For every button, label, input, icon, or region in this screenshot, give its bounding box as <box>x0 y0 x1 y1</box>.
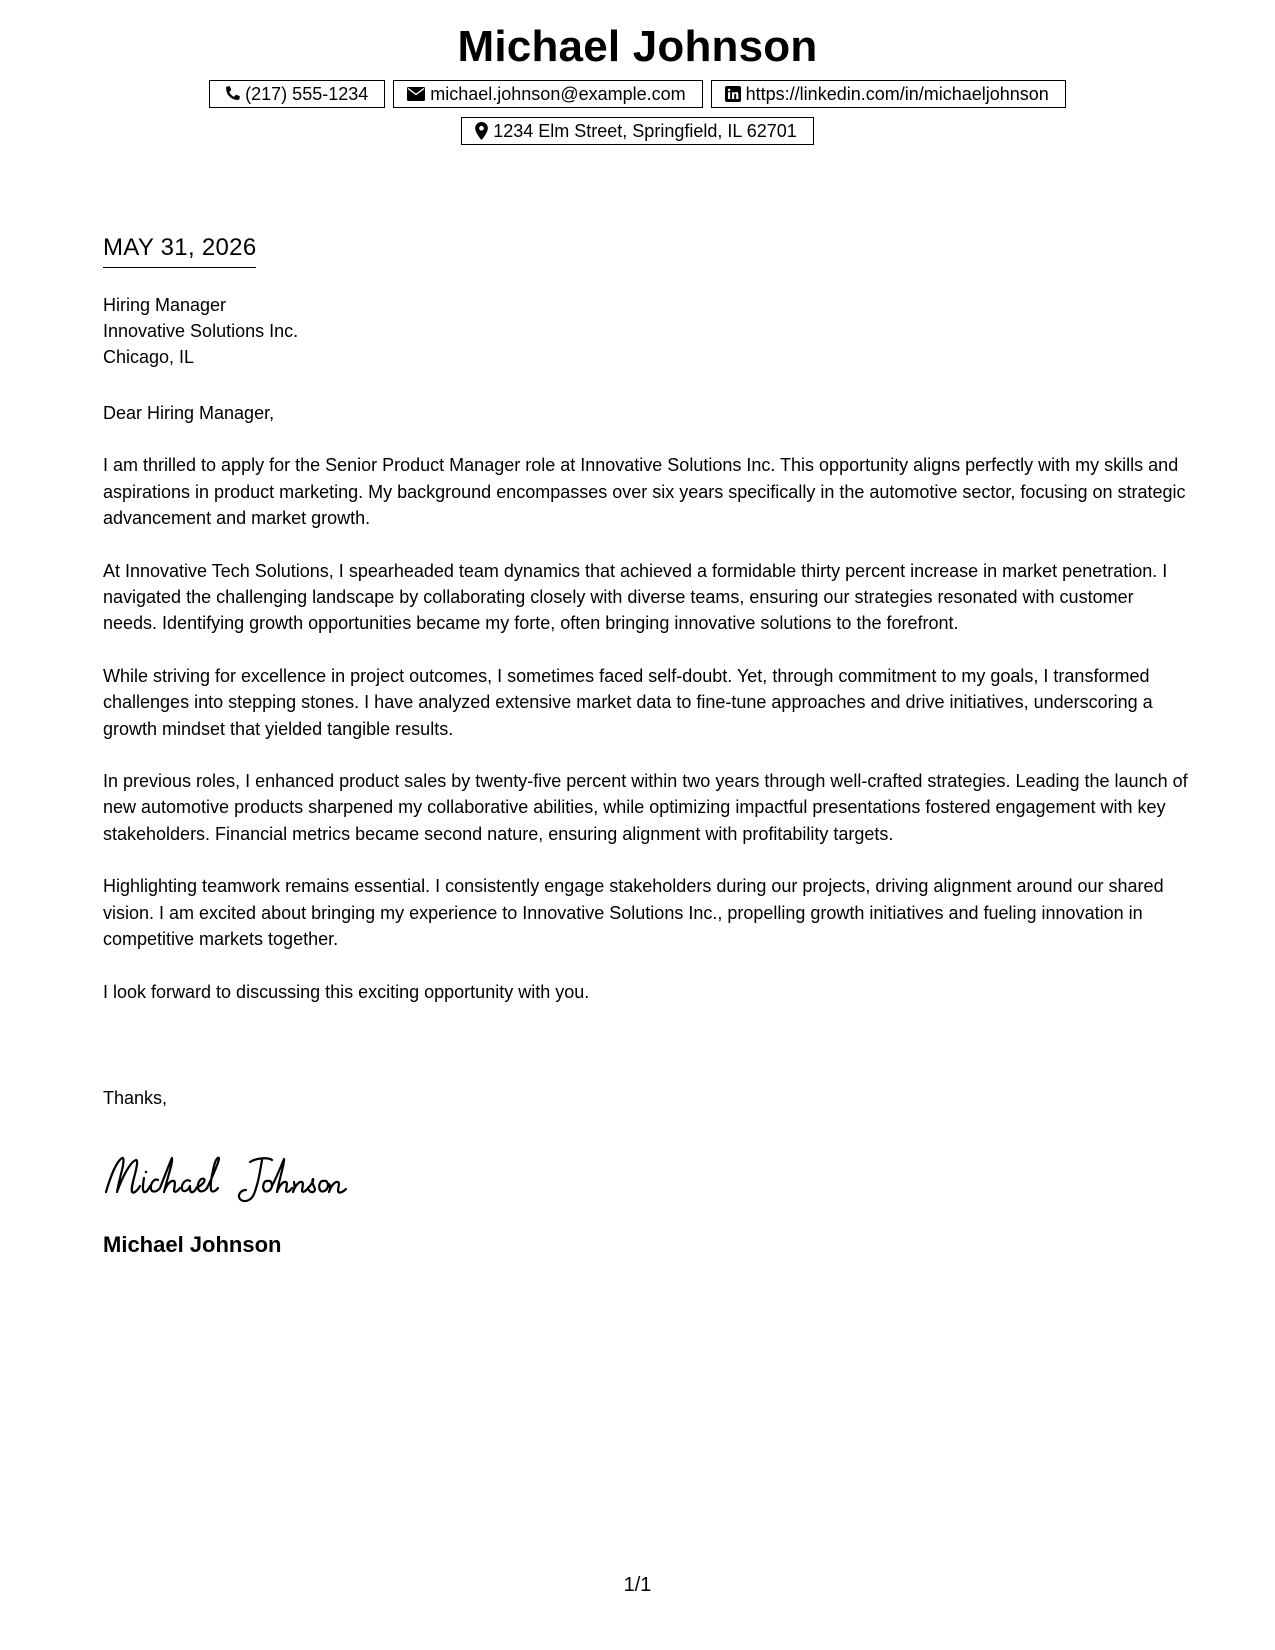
phone-text: (217) 555-1234 <box>245 83 369 104</box>
phone-chip[interactable] <box>209 80 385 108</box>
signer-name: Michael Johnson <box>103 1232 282 1257</box>
address-chip[interactable] <box>461 117 814 145</box>
letter-date: MAY 31, 2026 <box>103 234 256 268</box>
handwritten-signature <box>100 1148 360 1213</box>
contact-row-primary <box>0 80 1275 108</box>
email-text: michael.johnson@example.com <box>430 83 686 104</box>
address-text: 1234 Elm Street, Springfield, IL 62701 <box>493 120 797 141</box>
closing-line: Thanks, <box>103 1088 168 1108</box>
page-number: 1/1 <box>623 1574 652 1596</box>
applicant-name-heading: Michael Johnson <box>457 22 818 71</box>
linkedin-chip[interactable] <box>711 80 1066 108</box>
body-paragraph: Highlighting teamwork remains essential. I consistently engage stakeholders during our projects, driving alignment around our shared vision. I am excited about bringing my experience to Innovative Solutions Inc., propelling growth initiatives and fueling innovation in competitive markets together. <box>103 876 1164 950</box>
email-chip[interactable] <box>393 80 702 108</box>
body-paragraph: While striving for excellence in project outcomes, I sometimes faced self-doubt. Yet, through commitment to my goals, I transformed challenges into stepping stones. I have analyzed extensive market data to fine-tune approaches and drive initiatives, underscoring a growth mindset that yielded tangible results. <box>103 665 1153 739</box>
map-marker-icon <box>475 122 488 140</box>
recipient-title: Hiring Manager <box>103 295 227 315</box>
contact-row-secondary <box>0 117 1275 145</box>
linkedin-text: https://linkedin.com/in/michaeljohnson <box>745 83 1049 104</box>
envelope-icon <box>407 87 425 101</box>
phone-icon <box>223 86 240 103</box>
recipient-location: Chicago, IL <box>103 347 195 367</box>
salutation: Dear Hiring Manager, <box>103 403 275 423</box>
recipient-block <box>103 292 298 370</box>
letter-body <box>103 400 1188 1031</box>
recipient-company: Innovative Solutions Inc. <box>103 321 299 341</box>
signature-drawing <box>100 1148 360 1208</box>
body-paragraph: At Innovative Tech Solutions, I spearheaded team dynamics that achieved a formidable thirty percent increase in market penetration. I navigated the challenging landscape by collaborating closely with diverse teams, ensuring our strategies resonated with customer needs. Identifying growth opportunities became my forte, often bringing innovative solutions to the forefront. <box>103 560 1168 634</box>
linkedin-icon <box>725 86 741 102</box>
body-paragraph: In previous roles, I enhanced product sales by twenty-five percent within two years through well-crafted strategies. Leading the launch of new automotive products sharpened my collaborative abilities, while optimizing impactful presentations fostered engagement with key stakeholders. Financial metrics became second nature, ensuring alignment with profitability targets. <box>103 771 1188 844</box>
body-paragraph: I look forward to discussing this exciting opportunity with you. <box>103 981 590 1002</box>
body-paragraph: I am thrilled to apply for the Senior Product Manager role at Innovative Solutions Inc. This opportunity aligns perfectly with my skills and aspirations in product marketing. My background encompasses over six years specifically in the automotive sector, focusing on strategic advancement and market growth. <box>103 455 1186 529</box>
